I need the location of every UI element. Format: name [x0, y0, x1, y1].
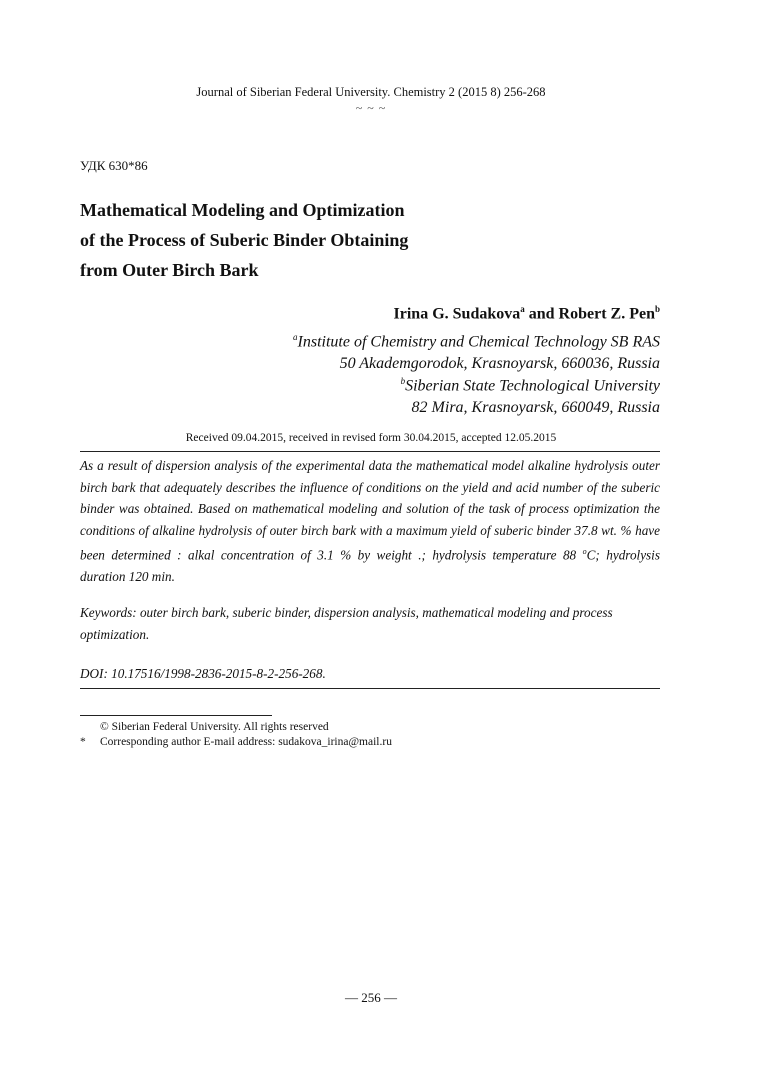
footnote-copyright	[80, 720, 329, 735]
footnote-corresponding-text[interactable]: Corresponding author E-mail address: sudakova_irina@mail.ru	[100, 736, 392, 748]
abstract	[80, 455, 660, 587]
footnote-corresponding	[80, 735, 392, 750]
abstract-degree: o	[582, 547, 587, 556]
affiliation-b-line1: Siberian State Technological University	[405, 377, 660, 395]
author-1: Irina G. Sudakova	[393, 305, 521, 323]
affiliation-a	[293, 326, 660, 375]
title-line-1: Mathematical Modeling and Optimization	[80, 200, 405, 220]
abstract-text-after: C; hydrolysis duration 120 min.	[80, 547, 660, 584]
author-2: Robert Z. Pen	[558, 305, 655, 323]
abstract-top-rule	[80, 451, 660, 452]
journal-header: Journal of Siberian Federal University. Chemistry 2 (2015 8) 256-268	[196, 85, 546, 99]
footnote-copyright-text: © Siberian Federal University. All rights reserved	[100, 721, 329, 733]
footnote-star: *	[80, 736, 86, 748]
keywords: Keywords: outer birch bark, suberic binder, dispersion analysis, mathematical modeling and process optimization.	[80, 605, 613, 642]
title-line-3: from Outer Birch Bark	[80, 260, 259, 280]
affiliation-b-line2: 82 Mira, Krasnoyarsk, 660049, Russia	[411, 399, 660, 417]
authors	[394, 304, 660, 323]
affiliation-a-sup: a	[293, 332, 298, 342]
author-2-sup: b	[654, 304, 660, 314]
udk-code: УДК 630*86	[80, 158, 148, 173]
doi-link[interactable]: DOI: 10.17516/1998-2836-2015-8-2-256-268.	[80, 666, 326, 681]
header-separator: ~ ~ ~	[355, 101, 387, 115]
author-conj: and	[524, 305, 559, 323]
abstract-bottom-rule	[80, 688, 660, 689]
received-dates: Received 09.04.2015, received in revised form 30.04.2015, accepted 12.05.2015	[185, 432, 557, 444]
affiliation-b-sup: b	[400, 376, 406, 386]
paper-title	[80, 195, 500, 285]
author-1-sup: a	[520, 304, 525, 314]
title-line-2: of the Process of Suberic Binder Obtaining	[80, 230, 409, 250]
footnote-rule	[80, 715, 272, 716]
abstract-text-before: As a result of dispersion analysis of the experimental data the mathematical model alkaline hydrolysis outer birch bark that adequately describes the influence of conditions on the yield and acid number of the suberic binder was obtained. Based on mathematical modeling and solution of the task of process optimization the conditions of alkaline hydrolysis of outer birch bark with a maximum yield of suberic binder 37.8 wt. % have been determined : alkal concentration of 3.1 % by weight .; hydrolysis temperature 88	[80, 458, 660, 563]
affiliation-a-line2: 50 Akademgorodok, Krasnoyarsk, 660036, Russia	[339, 355, 660, 373]
affiliation-b	[401, 370, 660, 419]
affiliation-a-line1: Institute of Chemistry and Chemical Technology SB RAS	[297, 333, 660, 351]
page-number: — 256 —	[345, 990, 397, 1005]
